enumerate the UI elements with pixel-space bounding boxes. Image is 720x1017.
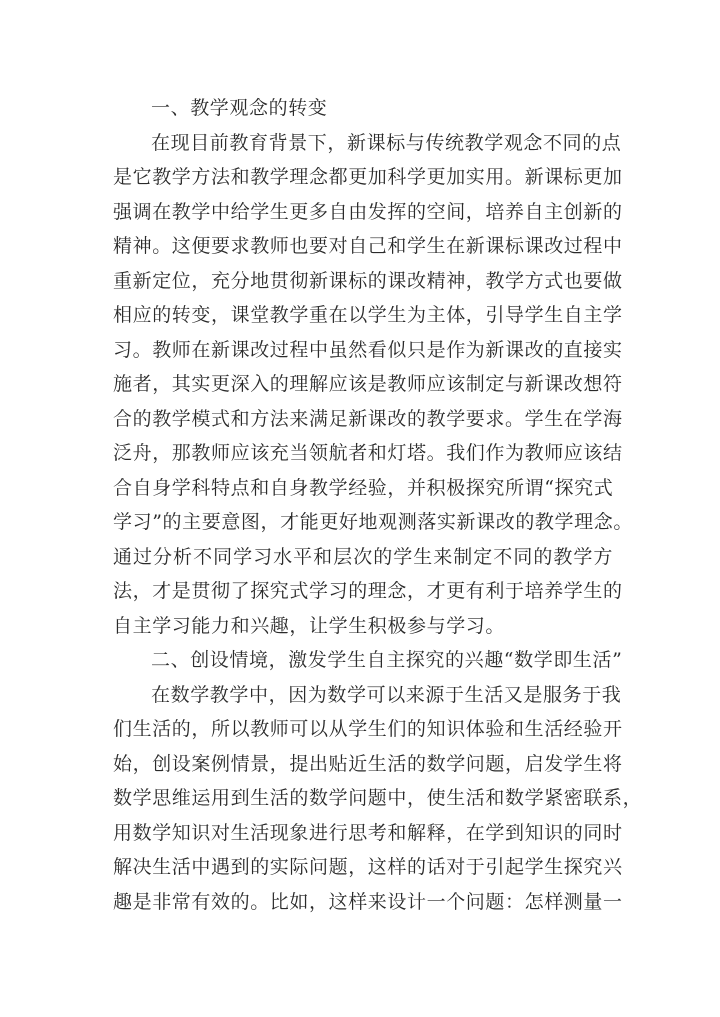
paragraph-line: 们生活的，所以教师可以从学生们的知识体验和生活经验开 [113, 718, 623, 740]
paragraph-line: 法，才是贯彻了探究式学习的理念，才更有利于培养学生的 [113, 580, 623, 602]
paragraph-line: 重新定位，充分地贯彻新课标的课改精神，教学方式也要做 [113, 269, 623, 292]
paragraph-line: 合自身学科特点和自身教学经验，并积极探究所谓“探究式 [113, 476, 614, 499]
section-heading-2: 二、创设情境，激发学生自主探究的兴趣“数学即生活” [151, 649, 623, 671]
paragraph-line: 在数学教学中，因为数学可以来源于生活又是服务于我 [151, 683, 622, 706]
paragraph-line: 施者，其实更深入的理解应该是教师应该制定与新课改想符 [113, 373, 623, 395]
paragraph-line: 是它教学方法和教学理念都更加科学更加实用。新课标更加 [113, 166, 623, 188]
paragraph-line: 自主学习能力和兴趣，让学生积极参与学习。 [113, 614, 506, 637]
body-text [113, 91, 643, 919]
paragraph-line: 学习”的主要意图，才能更好地观测落实新课改的教学理念。 [113, 511, 633, 533]
paragraph-line: 习。教师在新课改过程中虽然看似只是作为新课改的直接实 [113, 338, 623, 361]
paragraph-line: 强调在教学中给学生更多自由发挥的空间，培养自主创新的 [113, 200, 623, 223]
paragraph-line: 始，创设案例情景，提出贴近生活的数学问题，启发学生将 [113, 752, 623, 775]
section-heading-1: 一、教学观念的转变 [151, 97, 328, 119]
paragraph-line: 精神。这便要求教师也要对自己和学生在新课标课改过程中 [113, 235, 623, 257]
paragraph-line: 合的教学模式和方法来满足新课改的教学要求。学生在学海 [113, 407, 623, 430]
paragraph-line: 用数学知识对生活现象进行思考和解释，在学到知识的同时 [113, 821, 623, 844]
paragraph-line: 解决生活中遇到的实际问题，这样的话对于引起学生探究兴 [113, 856, 623, 878]
paragraph-line: 趣是非常有效的。比如，这样来设计一个问题：怎样测量一 [113, 890, 623, 913]
paragraph-line: 泛舟，那教师应该充当领航者和灯塔。我们作为教师应该结 [113, 442, 623, 464]
paragraph-line: 在现目前教育背景下，新课标与传统教学观念不同的点 [151, 131, 622, 154]
paragraph-line: 通过分析不同学习水平和层次的学生来制定不同的教学方 [113, 545, 613, 568]
paragraph-line: 相应的转变，课堂教学重在以学生为主体，引导学生自主学 [113, 304, 623, 326]
paragraph-line: 数学思维运用到生活的数学问题中，使生活和数学紧密联系， [113, 787, 643, 809]
